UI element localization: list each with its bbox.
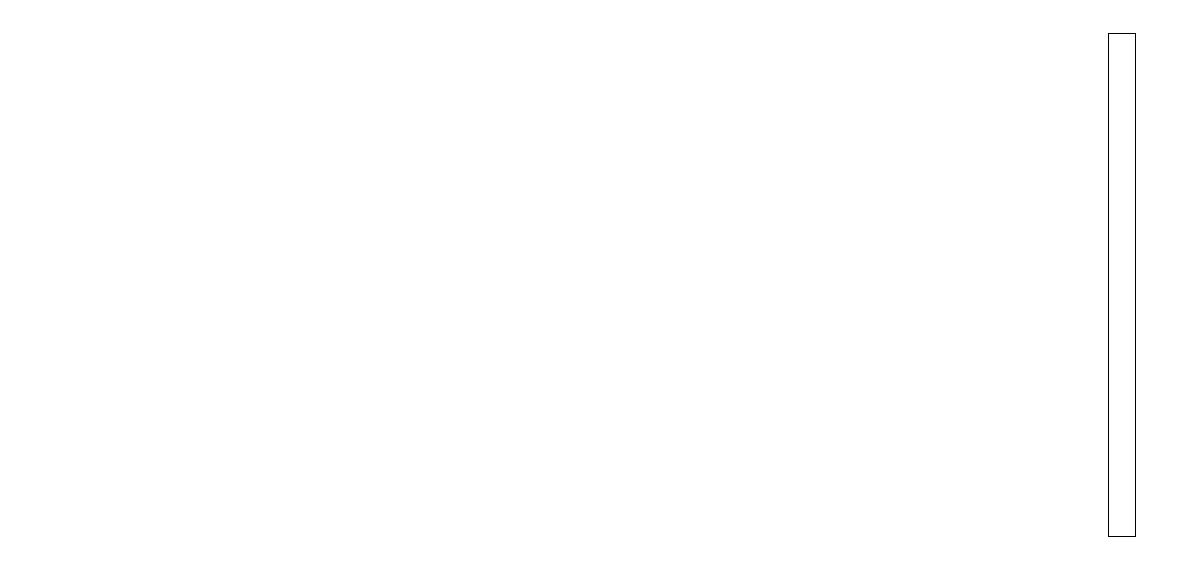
- colorbar: [1108, 33, 1136, 537]
- heatmap-grid: [47, 33, 1094, 537]
